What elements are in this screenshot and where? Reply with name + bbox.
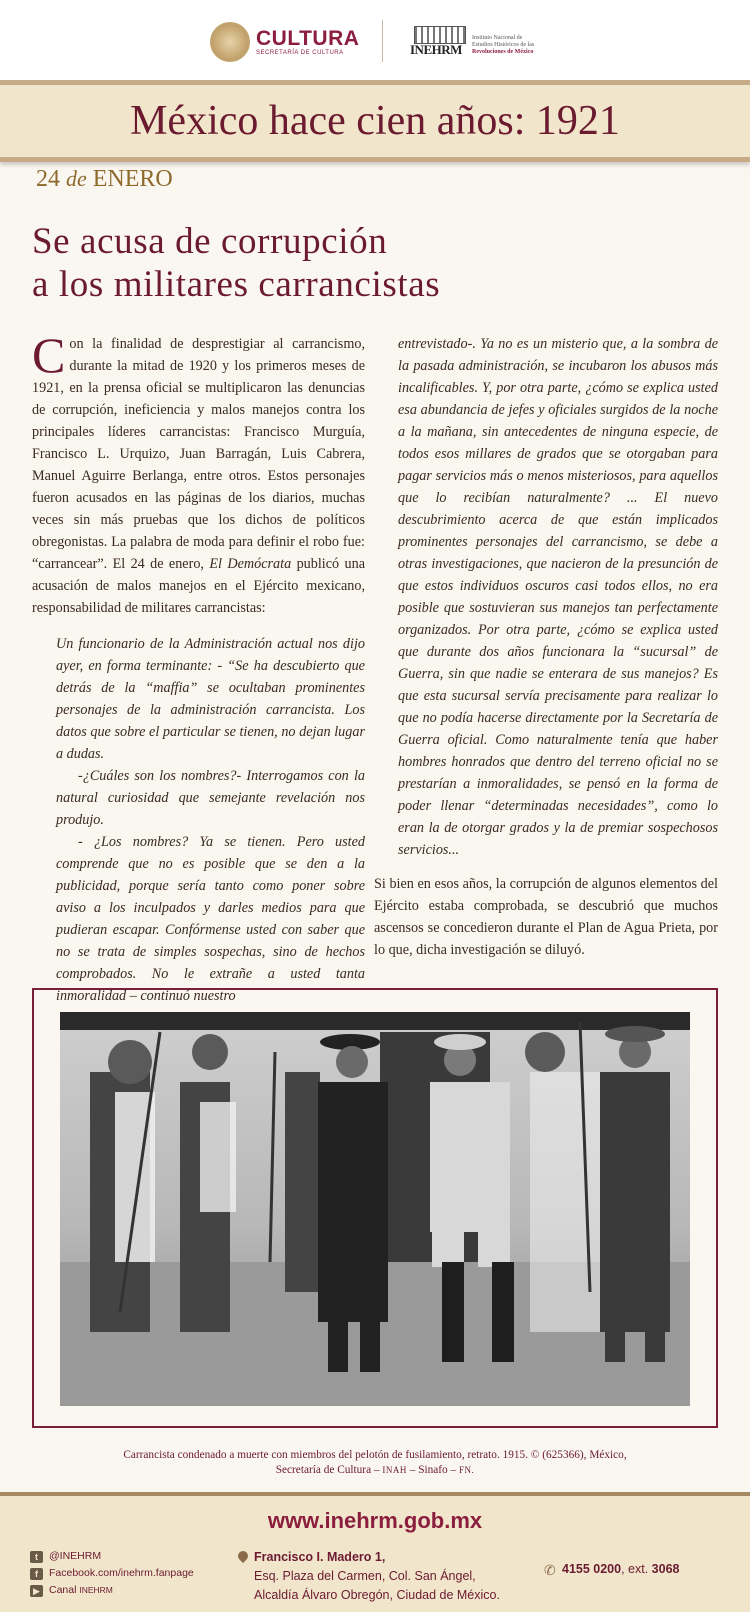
facebook-link[interactable]: [30, 1565, 194, 1582]
top-header: [0, 0, 750, 80]
closing-paragraph: Si bien en esos años, la corrupción de algunos elementos del Ejército estaba comprobada, se descubrió que muchos ascensos se concedieron durante el Plan de Agua Prieta, por lo que, dicha investigación se diluyó.: [374, 876, 718, 958]
title-banner: [0, 80, 750, 162]
phone-ext-label: , ext.: [621, 1562, 649, 1576]
intro-text-b: publicó una acusación de malos manejos en el Ejército mexicano, responsabilidad de militares carrancistas:: [32, 556, 366, 616]
right-column: [374, 333, 718, 961]
date-month: ENERO: [92, 166, 173, 192]
inehrm-logo[interactable]: [410, 26, 534, 56]
photo-illustration: [60, 1012, 690, 1406]
quote-continuation: entrevistado-. Ya no es un misterio que, a la sombra de la pasada administración, se incubaron los abusos más incalificables. Y, por otra parte, ¿cómo se explica usted esa abundancia de jefes y oficiales surgidos de la noche a la mañana, sin antecedentes de ninguna especie, de todos esos millares de grados que se otorgaban para pagar servicios más o menos misteriosos, para aquellos que lo recibían naturalmente? ... El nuevo descubrimiento acerca de que están implicados prominentes personajes del carrancismo, se debe a otras investigaciones, que nacieron de la presunción de que estos individuos oscuros casi todos ellos, no era posible que sostuvieran sus manejos tan perfectamente organizados. Por otra parte, ¿cómo se explica usted que durante dos años funcionara la “sucursal” de Guerra, sin que nadie se enterara de sus manejos? Es que esta sucursal servía precisamente para realizar lo que no podía hacerse directamente por la Secretaría de Guerra oficial. Como naturalmente tenía que haber hombres honrados que dentro del terreno oficial no se prestarían a inmoralidades, se pensó en la forma de poder llenar “determinadas necesidades”, como lo eran la de otorgar grados y la de premiar sospechosos servicios...: [398, 336, 718, 858]
facebook-url: Facebook.com/inehrm.fanpage: [49, 1567, 194, 1579]
headline-line-2: a los militares carrancistas: [32, 264, 441, 305]
website-link[interactable]: www.inehrm.gob.mx: [267, 1508, 483, 1533]
youtube-link[interactable]: [30, 1582, 194, 1599]
footer: [0, 1492, 750, 1612]
twitter-icon: t: [30, 1551, 43, 1563]
inehrm-building-icon: [410, 26, 468, 56]
caption-inah: INAH: [382, 1465, 407, 1475]
caption-line-2: [60, 1463, 690, 1478]
photo-caption: [60, 1448, 690, 1478]
intro-paragraph: [32, 327, 366, 619]
youtube-channel: INEHRM: [79, 1585, 113, 1595]
intro-text-a: on la finalidad de desprestigiar al carrancismo, durante la mitad de 1920 y los primeros meses de 1921, en la prensa oficial se multiplicaron las denuncias de corrupción, ineficiencia y malos manejos contra los principales líderes carrancistas: Francisco Murguía, Francisco L. Urquizo, Juan Barragán, Luis Cabrera, Manuel Aguirre Berlanga, entre otros. Estos personajes fueron acusados en las páginas de los diarios, muchas veces sin más pruebas que los dichos de políticos obregonistas. La palabra de moda para definir el robo fue: “carrancear”. El 24 de enero,: [32, 336, 365, 572]
photo-frame: [32, 988, 718, 1428]
inehrm-wordmark: INEHRM: [410, 42, 462, 57]
date-day: 24: [36, 166, 60, 192]
twitter-link[interactable]: [30, 1548, 194, 1565]
article-headline: [32, 220, 652, 306]
drop-cap: C: [32, 327, 66, 383]
banner-title: México hace cien años: 1921: [130, 98, 620, 144]
phone-ext: 3068: [651, 1562, 680, 1576]
social-links: [30, 1548, 194, 1599]
phone-number: 4155 0200: [562, 1562, 622, 1576]
newspaper-name: El Demócrata: [209, 556, 292, 572]
date-de: de: [66, 166, 87, 191]
caption-line-1: Carrancista condenado a muerte con miembros del pelotón de fusilamiento, retrato. 1915. © (625366), México,: [123, 1449, 627, 1461]
article-date: [36, 166, 173, 193]
caption-line-2a: Secretaría de Cultura –: [275, 1464, 380, 1476]
quote-paragraph-1: Un funcionario de la Administración actual nos dijo ayer, en forma terminante: - “Se ha descubierto que detrás de la “maffia” se ocultaban prominentes personajes de la administración carrancista. Los datos que sobre el particular se tienen, no dejan lugar a dudas.: [56, 636, 365, 762]
youtube-label: Canal: [49, 1584, 77, 1596]
address-line-2: Esq. Plaza del Carmen, Col. San Ángel,: [254, 1569, 476, 1583]
caption-fn: FN.: [459, 1465, 475, 1475]
twitter-handle: @INEHRM: [49, 1550, 102, 1562]
inehrm-fullname: [472, 35, 534, 56]
quote-paragraph-2: -¿Cuáles son los nombres?- Interrogamos con la natural curiosidad que semejante revelación nos produjo.: [56, 768, 365, 828]
mexico-seal-icon: [210, 22, 250, 62]
phone-icon: ✆: [544, 1562, 556, 1578]
inehrm-line-1: Instituto Nacional de: [472, 35, 523, 41]
address-line-3: Alcaldía Álvaro Obregón, Ciudad de México.: [254, 1588, 500, 1602]
facebook-icon: f: [30, 1568, 43, 1580]
cultura-wordmark: CULTURA: [256, 27, 360, 50]
cultura-logo[interactable]: [210, 22, 359, 62]
cultura-subtitle: SECRETARÍA DE CULTURA: [256, 50, 344, 56]
logo-divider: [382, 20, 383, 62]
quote-paragraph-3: - ¿Los nombres? Ya se tienen. Pero usted comprende que no es posible que se den a la publicidad, porque sería tanto como poner sobre aviso a los inculpados y darles medios para que pudieran escapar. Confórmense usted con saber que no se trata de simples sospechas, sino de hechos comprobados. No le extrañe a usted tanta inmoralidad – continuó nuestro: [56, 834, 365, 1004]
cultura-text: [256, 28, 359, 56]
youtube-icon: ▶: [30, 1585, 43, 1597]
location-pin-icon: [236, 1549, 250, 1563]
address-line-1: Francisco I. Madero 1,: [254, 1550, 386, 1564]
headline-line-1: Se acusa de corrupción: [32, 221, 388, 262]
left-column: [32, 327, 366, 1007]
inehrm-line-3: Revoluciones de México: [472, 49, 534, 55]
address-block: [254, 1548, 500, 1605]
caption-line-2b: – Sinafo –: [409, 1464, 457, 1476]
historical-photo[interactable]: [60, 1012, 690, 1406]
phone-block[interactable]: [544, 1562, 680, 1578]
inehrm-line-2: Estudios Históricos de las: [472, 42, 535, 48]
